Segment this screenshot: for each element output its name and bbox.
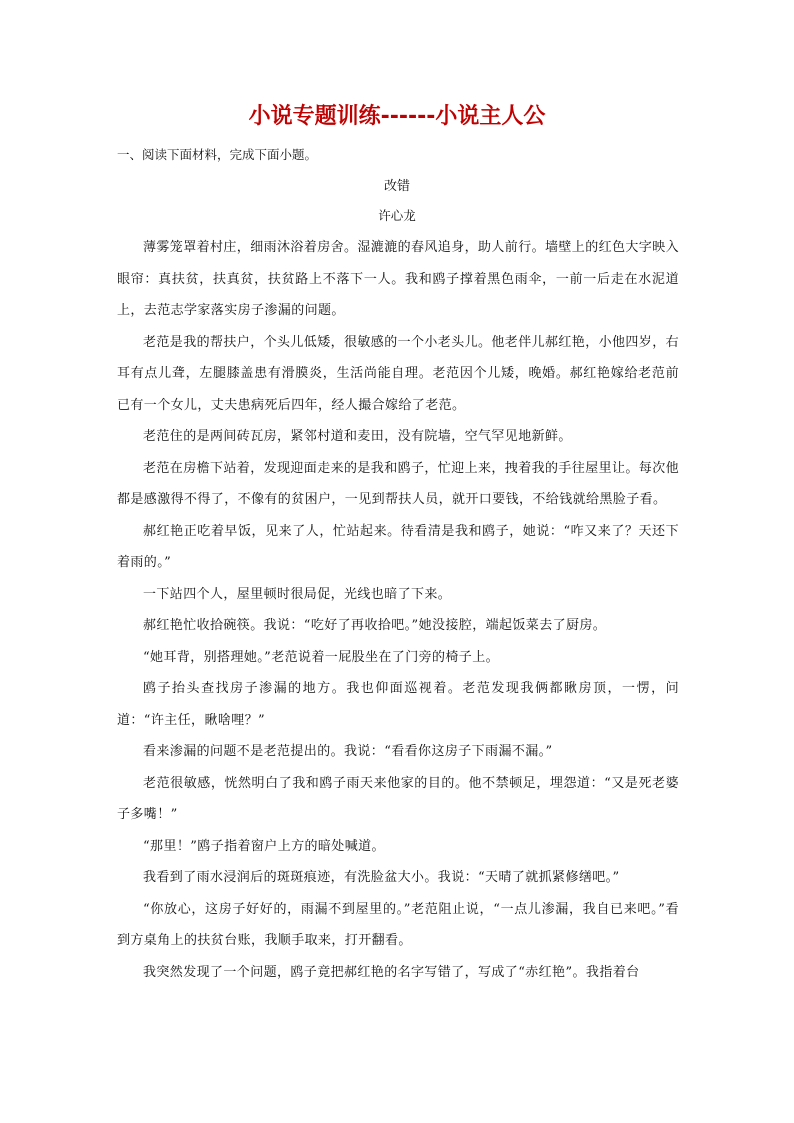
paragraph: 我突然发现了一个问题，鸥子竟把郝红艳的名字写错了，写成了“赤红艳”。我指着台 (143, 964, 640, 980)
paragraph: 郝红艳正吃着早饭，见来了人，忙站起来。待看清是我和鸥子，她说：“咋又来了？天还下着雨的。” (117, 523, 679, 570)
paragraph: 郝红艳忙收拾碗筷。我说：“吃好了再收拾吧。”她没接腔，端起饭菜去了厨房。 (143, 618, 607, 633)
paragraph: “那里！”鸥子指着窗户上方的暗处喊道。 (143, 838, 385, 854)
paragraph: 老范很敏感，恍然明白了我和鸥子雨天来他家的目的。他不禁顿足，埋怨道：“又是死老婆子多嘴！” (117, 775, 679, 822)
paragraph: 老范在房檐下站着，发现迎面走来的是我和鸥子，忙迎上来，拽着我的手往屋里让。每次他都是感激得不得了，不像有的贫困户，一见到帮扶人员，就开口要钱，不给钱就给黑脸子看。 (117, 460, 680, 507)
paragraph: “你放心，这房子好好的，雨漏不到屋里的。”老范阻止说，“一点儿渗漏，我自已来吧。”看到方桌角上的扶贫台账，我顺手取来，打开翻看。 (117, 901, 679, 948)
paragraph: 老范住的是两间砖瓦房，紧邻村道和麦田，没有院墙，空气罕见地新鲜。 (143, 429, 572, 444)
paragraph: 鸥子抬头查找房子渗漏的地方。我也仰面巡视着。老范发现我俩都瞅房顶，一愣，问道：“许主任，瞅啥哩？” (117, 681, 679, 728)
story-author: 许心龙 (378, 208, 416, 223)
story-body (117, 232, 679, 988)
paragraph: 看来渗漏的问题不是老范提出的。我说：“看看你这房子下雨漏不漏。” (143, 744, 553, 759)
paragraph: 薄雾笼罩着村庄，细雨沐浴着房舍。湿漉漉的春风追身，助人前行。墙壁上的红色大字映入眼帘：真扶贫，扶真贫，扶贫路上不落下一人。我和鸥子撑着黑色雨伞，一前一后走在水泥道上，去范志学家落实房子渗漏的问题。 (117, 240, 680, 318)
paragraph: 我看到了雨水浸润后的斑斑痕迹，有洗脸盆大小。我说：“天晴了就抓紧修缮吧。” (143, 870, 620, 885)
story-title: 改错 (383, 179, 410, 194)
paragraph: “她耳背，别搭理她。”老范说着一屁股坐在了门旁的椅子上。 (143, 649, 499, 665)
section-heading: 一、阅读下面材料，完成下面小题。 (117, 147, 318, 162)
page-title: 小说专题训练------小说主人公 (248, 104, 546, 129)
paragraph: 一下站四个人，屋里顿时很局促，光线也暗了下来。 (143, 586, 452, 602)
paragraph: 老范是我的帮扶户，个头儿低矮，很敏感的一个小老头儿。他老伴儿郝红艳，小他四岁，右耳有点儿聋，左腿膝盖患有滑膜炎，生活尚能自理。老范因个儿矮，晚婚。郝红艳嫁给老范前已有一个女儿，丈夫患病死后四年，经人撮合嫁给了老范。 (117, 334, 680, 413)
